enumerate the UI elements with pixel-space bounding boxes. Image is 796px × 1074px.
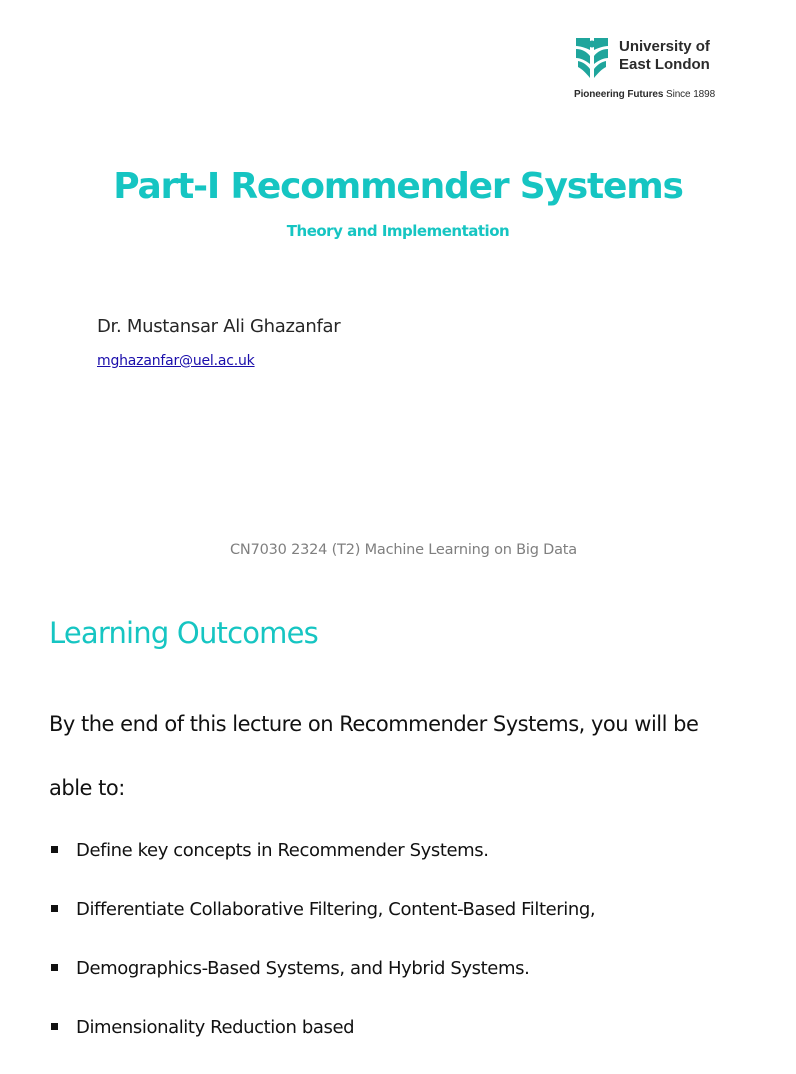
bullet-square-icon [51,964,58,971]
tagline-rest: Since 1898 [663,89,716,100]
list-item-text: Differentiate Collaborative Filtering, Content-Based Filtering, [76,899,596,920]
intro-text-line1: By the end of this lecture on Recommender Systems, you will be [49,712,699,736]
author-email-link[interactable]: mghazanfar@uel.ac.uk [97,353,255,369]
bullet-square-icon [51,846,58,853]
intro-text-line2: able to: [49,776,125,800]
list-item-text: Define key concepts in Recommender Systems. [76,840,489,861]
tagline-bold: Pioneering Futures [574,89,664,100]
list-item [49,838,595,897]
university-logo [574,36,724,106]
list-item [49,897,595,956]
author-name: Dr. Mustansar Ali Ghazanfar [97,316,341,337]
university-name-line1: University of [619,38,710,55]
list-item-text: Demographics-Based Systems, and Hybrid Systems. [76,958,530,979]
list-item [49,1015,595,1074]
bullet-square-icon [51,1023,58,1030]
course-code: CN7030 2324 (T2) Machine Learning on Big Data [230,542,577,558]
slide-title: Part-I Recommender Systems [113,166,683,207]
learning-outcomes-heading: Learning Outcomes [49,616,318,650]
university-tagline [574,89,715,100]
university-name [619,38,710,74]
outcomes-list [49,838,595,1074]
bullet-square-icon [51,905,58,912]
slide-subtitle: Theory and Implementation [286,222,510,240]
list-item-text: Dimensionality Reduction based [76,1017,355,1038]
list-item [49,956,595,1015]
university-name-line2: East London [619,56,710,73]
uel-crest-icon [574,36,610,80]
